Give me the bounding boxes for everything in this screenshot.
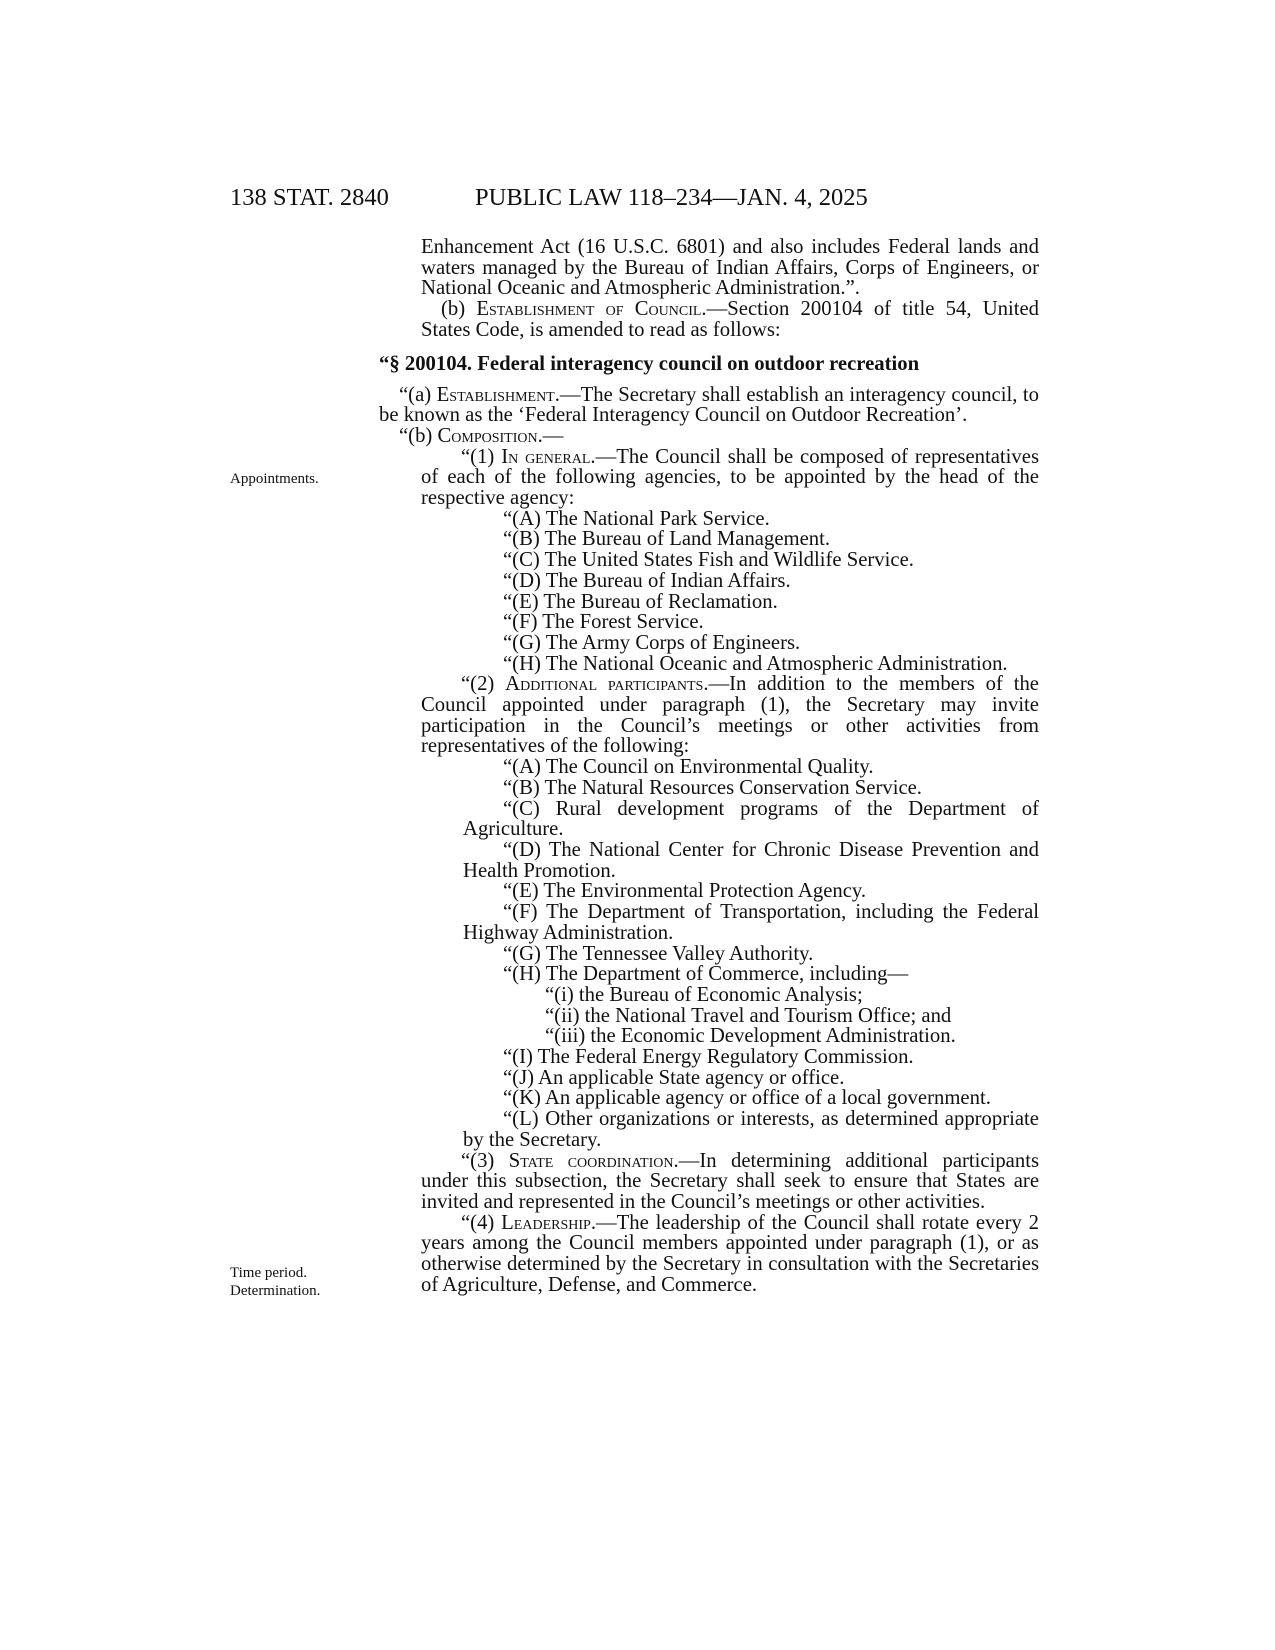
list-item: “(G) The Tennessee Valley Authority. bbox=[503, 942, 814, 965]
paragraph-1-heading: In general bbox=[501, 445, 591, 468]
list-item: “(D) The Bureau of Indian Affairs. bbox=[503, 569, 791, 592]
list-item: “(H) The National Oceanic and Atmospheric Administration. bbox=[503, 652, 1008, 675]
paragraph-3-heading: State coordination bbox=[508, 1149, 674, 1172]
continuation-paragraph: Enhancement Act (16 U.S.C. 6801) and also includes Federal lands and waters managed by the Bureau of Indian Affairs, Corps of Engineers, or National Oceanic and Atmospheric Administration.”. bbox=[421, 236, 1039, 300]
list-item: “(L) Other organizations or interests, as determined appropriate by the Secretary. bbox=[463, 1108, 1039, 1151]
list-subitem: “(i) the Bureau of Economic Analysis; bbox=[545, 983, 863, 1006]
list-item: “(F) The Department of Transportation, including the Federal Highway Administration. bbox=[463, 901, 1039, 944]
subsection-a-establishment: “(a) Establishment.—The Secretary shall establish an interagency council, to be known as the ‘Federal Interagency Council on Outdoor Recreation’. bbox=[379, 383, 1039, 427]
statute-body bbox=[379, 236, 1040, 1296]
list-item: “(E) The Environmental Protection Agency. bbox=[503, 880, 867, 903]
paragraph-1-in-general: “(1) In general.—The Council shall be composed of representatives of each of the following agencies, to be appointed by the head of the respective agency: bbox=[421, 445, 1039, 510]
paragraph-4-heading: Leadership bbox=[501, 1211, 591, 1234]
list-item: “(D) The National Center for Chronic Disease Prevention and Health Promotion. bbox=[463, 838, 1039, 882]
margin-note-time-period: Time period. bbox=[230, 1265, 307, 1281]
subsection-b-composition-heading: Composition bbox=[437, 424, 538, 447]
list-item: “(A) The Council on Environmental Quality. bbox=[503, 756, 874, 779]
list-subitem: “(iii) the Economic Development Administration. bbox=[545, 1025, 956, 1048]
list-item: “(K) An applicable agency or office of a local government. bbox=[503, 1087, 991, 1110]
list-item: “(J) An applicable State agency or office. bbox=[503, 1066, 845, 1089]
subsection-b-composition: “(b) Composition.— bbox=[399, 424, 564, 447]
subsection-a-heading: Establishment bbox=[436, 383, 555, 406]
list-item: “(G) The Army Corps of Engineers. bbox=[503, 631, 801, 654]
list-item: “(C) The United States Fish and Wildlife Service. bbox=[503, 549, 914, 572]
subsection-b-amendment: (b) Establishment of Council.—Section 200104 of title 54, United States Code, is amended to read as follows: bbox=[421, 298, 1040, 341]
list-item: “(H) The Department of Commerce, including— bbox=[503, 963, 909, 986]
paragraph-2-heading: Additional participants bbox=[505, 673, 704, 696]
list-item: “(E) The Bureau of Reclamation. bbox=[503, 590, 778, 613]
running-header: PUBLIC LAW 118–234—JAN. 4, 2025 bbox=[475, 184, 868, 211]
subsection-b-heading: Establishment of Council bbox=[476, 298, 702, 321]
list-subitem: “(ii) the National Travel and Tourism Office; and bbox=[545, 1004, 952, 1027]
stat-page-number: 138 STAT. 2840 bbox=[230, 184, 389, 211]
section-heading: “§ 200104. Federal interagency council on outdoor recreation bbox=[379, 352, 920, 375]
list-item: “(B) The Natural Resources Conservation Service. bbox=[503, 776, 922, 799]
margin-note-determination: Determination. bbox=[230, 1283, 321, 1299]
list-item: “(I) The Federal Energy Regulatory Commission. bbox=[503, 1046, 914, 1069]
paragraph-2-additional-participants: “(2) Additional participants.—In addition to the members of the Council appointed under paragraph (1), the Secretary may invite participation in the Council’s meetings or other activities from representatives of the following: bbox=[421, 673, 1039, 758]
margin-note-appointments: Appointments. bbox=[230, 471, 319, 487]
list-item: “(B) The Bureau of Land Management. bbox=[503, 528, 831, 551]
list-item: “(C) Rural development programs of the Department of Agriculture. bbox=[463, 797, 1039, 841]
list-item: “(A) The National Park Service. bbox=[503, 507, 770, 530]
paragraph-3-state-coordination: “(3) State coordination.—In determining additional participants under this subsection, the Secretary shall seek to ensure that States are invited and represented in the Council’s meetings or other activities. bbox=[421, 1149, 1040, 1213]
list-item: “(F) The Forest Service. bbox=[503, 611, 704, 634]
paragraph-4-leadership: “(4) Leadership.—The leadership of the Council shall rotate every 2 years among the Council members appointed under paragraph (1), or as otherwise determined by the Secretary in consultation with the Secretaries of Agriculture, Defense, and Commerce. bbox=[421, 1211, 1040, 1296]
